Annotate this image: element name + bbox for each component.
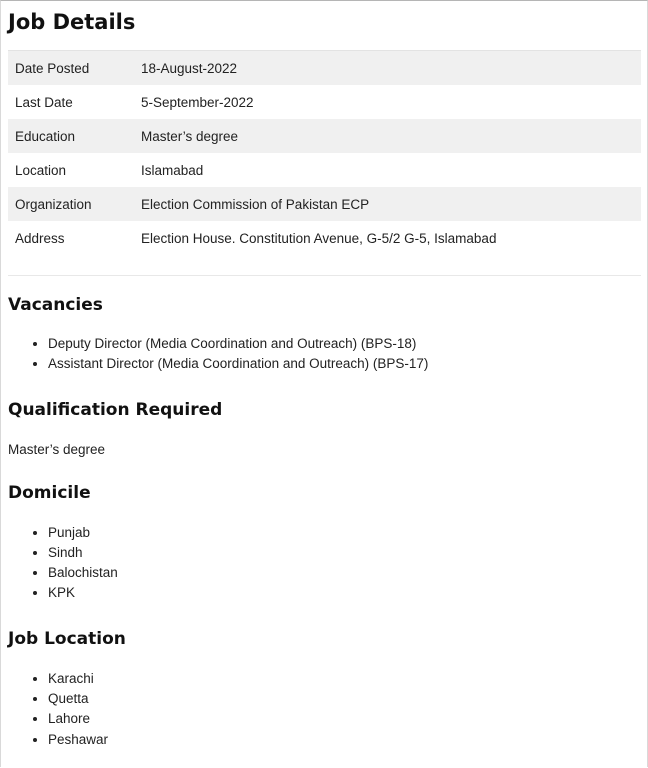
list-item: • Deputy Director (Media Coordination and Outreach) (BPS-18) xyxy=(48,334,641,354)
job-details-table xyxy=(8,50,641,255)
table-row xyxy=(8,187,641,221)
job-location-heading: Job Location xyxy=(8,628,126,649)
detail-value: Master’s degree xyxy=(134,119,641,153)
list-item: • Peshawar xyxy=(48,730,641,750)
table-row xyxy=(8,85,641,119)
detail-value: 18-August-2022 xyxy=(134,51,641,86)
qualification-heading: Qualification Required xyxy=(8,399,223,420)
table-row xyxy=(8,119,641,153)
detail-value: 5-September-2022 xyxy=(141,94,254,110)
job-location-list xyxy=(8,669,641,750)
list-item: • Lahore xyxy=(48,709,641,729)
detail-value: Islamabad xyxy=(141,162,204,178)
detail-label: Address xyxy=(15,230,65,246)
list-item: • Sindh xyxy=(48,543,641,563)
detail-label: Location xyxy=(15,162,67,178)
job-details-content xyxy=(8,0,641,750)
list-item: • KPK xyxy=(48,583,641,603)
table-row xyxy=(8,153,641,187)
detail-value: Election House. Constitution Avenue, G-5/2 G-5, Islamabad xyxy=(141,230,497,246)
table-row xyxy=(8,51,641,86)
page-title: Job Details xyxy=(8,10,136,34)
list-item: • Quetta xyxy=(48,689,641,709)
detail-label: Education xyxy=(8,119,134,153)
table-row xyxy=(8,221,641,255)
vacancies-heading: Vacancies xyxy=(8,295,103,315)
detail-label: Last Date xyxy=(15,94,73,110)
qualification-text: Master’s degree xyxy=(8,441,106,457)
list-item: • Karachi xyxy=(48,669,641,689)
domicile-heading: Domicile xyxy=(8,482,91,503)
list-item: • Punjab xyxy=(48,523,641,543)
detail-label: Organization xyxy=(8,187,134,221)
list-item: • Assistant Director (Media Coordination and Outreach) (BPS-17) xyxy=(48,354,641,374)
section-divider xyxy=(8,275,641,276)
list-item: • Balochistan xyxy=(48,563,641,583)
vacancies-list xyxy=(8,334,641,375)
detail-label: Date Posted xyxy=(8,51,134,86)
domicile-list xyxy=(8,523,641,604)
detail-value: Election Commission of Pakistan ECP xyxy=(134,187,641,221)
